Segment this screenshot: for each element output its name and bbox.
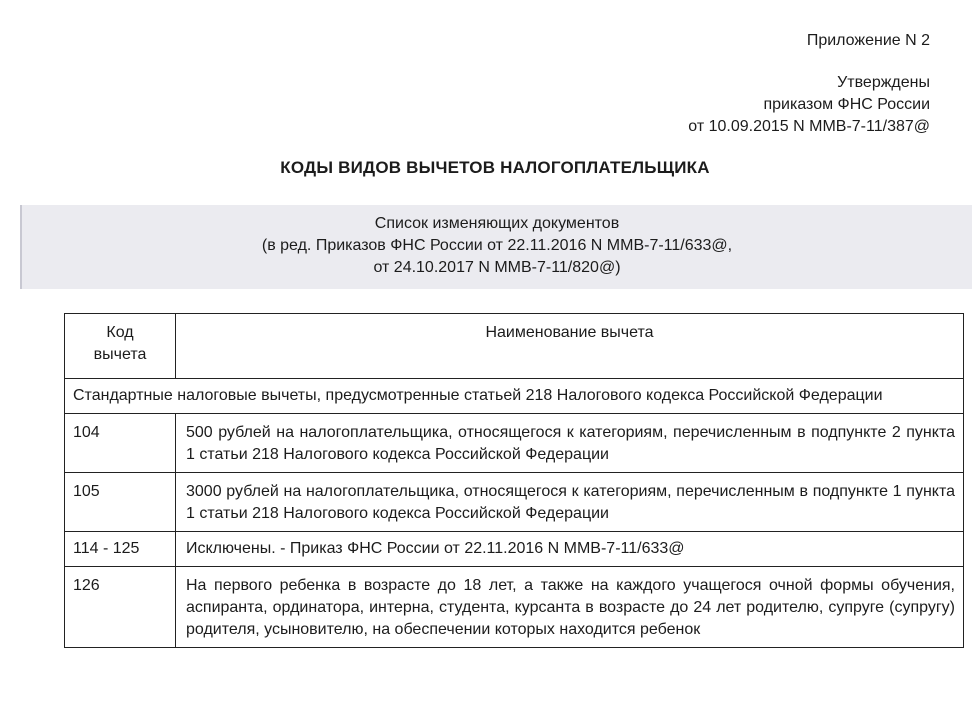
table-row	[65, 414, 964, 473]
deduction-codes-table	[64, 313, 964, 648]
document-title: КОДЫ ВИДОВ ВЫЧЕТОВ НАЛОГОПЛАТЕЛЬЩИКА	[280, 158, 710, 177]
header-code	[65, 314, 176, 379]
annex-number: Приложение N 2	[806, 32, 930, 49]
approval-block	[688, 30, 930, 138]
section-title: Стандартные налоговые вычеты, предусмотренные статьей 218 Налогового кодекса Российской Федерации	[65, 379, 964, 414]
table-row	[65, 473, 964, 532]
row-code: 114 - 125	[65, 532, 176, 567]
approval-line-2: приказом ФНС России	[763, 96, 930, 113]
table-row	[65, 567, 964, 648]
row-name: 3000 рублей на налогоплательщика, относящегося к категориям, перечисленным в подпункте 1 пункта 1 статьи 218 Налогового кодекса Российской Федерации	[176, 473, 964, 532]
row-code: 104	[65, 414, 176, 473]
changes-line-1: (в ред. Приказов ФНС России от 22.11.2016 N ММВ-7-11/633@,	[261, 237, 733, 254]
table-row	[65, 532, 964, 567]
changes-line-2: от 24.10.2017 N ММВ-7-11/820@)	[373, 259, 621, 276]
changes-heading: Список изменяющих документов	[374, 215, 620, 232]
row-code: 126	[65, 567, 176, 648]
row-name: Исключены. - Приказ ФНС России от 22.11.2016 N ММВ-7-11/633@	[176, 532, 964, 567]
header-code-line-2: вычета	[93, 346, 147, 363]
header-name: Наименование вычета	[176, 314, 964, 379]
row-code: 105	[65, 473, 176, 532]
approval-line-3: от 10.09.2015 N ММВ-7-11/387@	[688, 118, 930, 135]
changes-box	[20, 205, 972, 289]
header-code-line-1: Код	[106, 324, 134, 341]
row-name: 500 рублей на налогоплательщика, относящегося к категориям, перечисленным в подпункте 2 пункта 1 статьи 218 Налогового кодекса Российской Федерации	[176, 414, 964, 473]
row-name: На первого ребенка в возрасте до 18 лет, а также на каждого учащегося очной формы обучения, аспиранта, ординатора, интерна, студента, курсанта в возрасте до 24 лет родителю, супруге (супругу) родителя, усыновителю, на обеспечении которых находится ребенок	[176, 567, 964, 648]
table-header-row	[65, 314, 964, 379]
section-row	[65, 379, 964, 414]
approval-line-1: Утверждены	[837, 74, 930, 91]
